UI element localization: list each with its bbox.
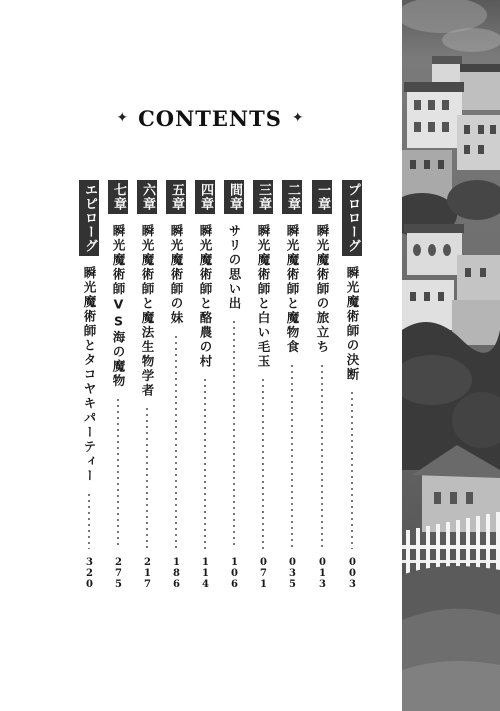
chapter-label: プロローグ — [342, 180, 362, 256]
toc-entry-chapter-7[interactable] — [108, 180, 128, 590]
chapter-label: 一章 — [312, 180, 332, 214]
chapter-title: サリの思い出 — [227, 224, 242, 311]
chapter-label: 七章 — [108, 180, 128, 214]
dot-leader — [262, 377, 264, 549]
page-number: 217 — [142, 557, 153, 590]
chapter-title: 瞬光魔術師と酪農の村 — [198, 224, 213, 369]
chapter-title: 瞬光魔術師とタコヤキパーティー — [82, 266, 97, 484]
page-number: 035 — [287, 557, 298, 590]
town-illustration — [402, 0, 500, 711]
dot-leader — [146, 406, 148, 549]
chapter-title: 瞬光魔術師と白い毛玉 — [256, 224, 271, 369]
chapter-label: 間章 — [224, 180, 244, 214]
chapter-title: 瞬光魔術師と魔法生物学者 — [140, 224, 155, 398]
dot-leader — [204, 377, 206, 549]
page-number: 114 — [200, 557, 211, 590]
page-number: 320 — [84, 557, 95, 590]
toc-entry-chapter-6[interactable] — [137, 180, 157, 590]
toc-entry-interlude[interactable] — [224, 180, 244, 590]
chapter-label: 六章 — [137, 180, 157, 214]
page-title: CONTENTS — [138, 105, 282, 131]
page-number: 275 — [113, 557, 124, 590]
toc-entry-prologue[interactable] — [342, 180, 362, 590]
dot-leader — [351, 390, 353, 549]
chapter-title: 瞬光魔術師と魔物食 — [285, 224, 300, 355]
chapter-label: 四章 — [195, 180, 215, 214]
illustration-graphic — [402, 0, 500, 711]
page-number: 013 — [317, 557, 328, 590]
chapter-title: 瞬光魔術師VS海の魔物 — [111, 224, 126, 389]
dot-leader — [233, 319, 235, 549]
toc-entry-chapter-5[interactable] — [166, 180, 186, 590]
dot-leader — [291, 363, 293, 550]
dot-leader — [175, 334, 177, 550]
page-number: 186 — [171, 557, 182, 590]
chapter-label: 三章 — [253, 180, 273, 214]
chapter-label: エピローグ — [79, 180, 99, 256]
dot-leader — [88, 492, 90, 550]
star-left-icon: ✦ — [116, 110, 129, 126]
toc-entry-chapter-2[interactable] — [282, 180, 302, 590]
toc-entry-chapter-1[interactable] — [312, 180, 332, 590]
chapter-title: 瞬光魔術師の決断 — [345, 266, 360, 382]
chapter-label: 五章 — [166, 180, 186, 214]
contents-heading — [0, 104, 420, 132]
toc-entry-chapter-4[interactable] — [195, 180, 215, 590]
chapter-title: 瞬光魔術師の旅立ち — [315, 224, 330, 355]
star-right-icon: ✦ — [291, 110, 304, 126]
chapter-label: 二章 — [282, 180, 302, 214]
chapter-title: 瞬光魔術師の妹 — [169, 224, 184, 326]
page-number: 106 — [229, 557, 240, 590]
toc-entry-chapter-3[interactable] — [253, 180, 273, 590]
dot-leader — [117, 397, 119, 550]
page-number: 071 — [258, 557, 269, 590]
dot-leader — [321, 363, 323, 550]
toc-entry-epilogue[interactable] — [79, 180, 99, 590]
page-number: 003 — [347, 557, 358, 590]
